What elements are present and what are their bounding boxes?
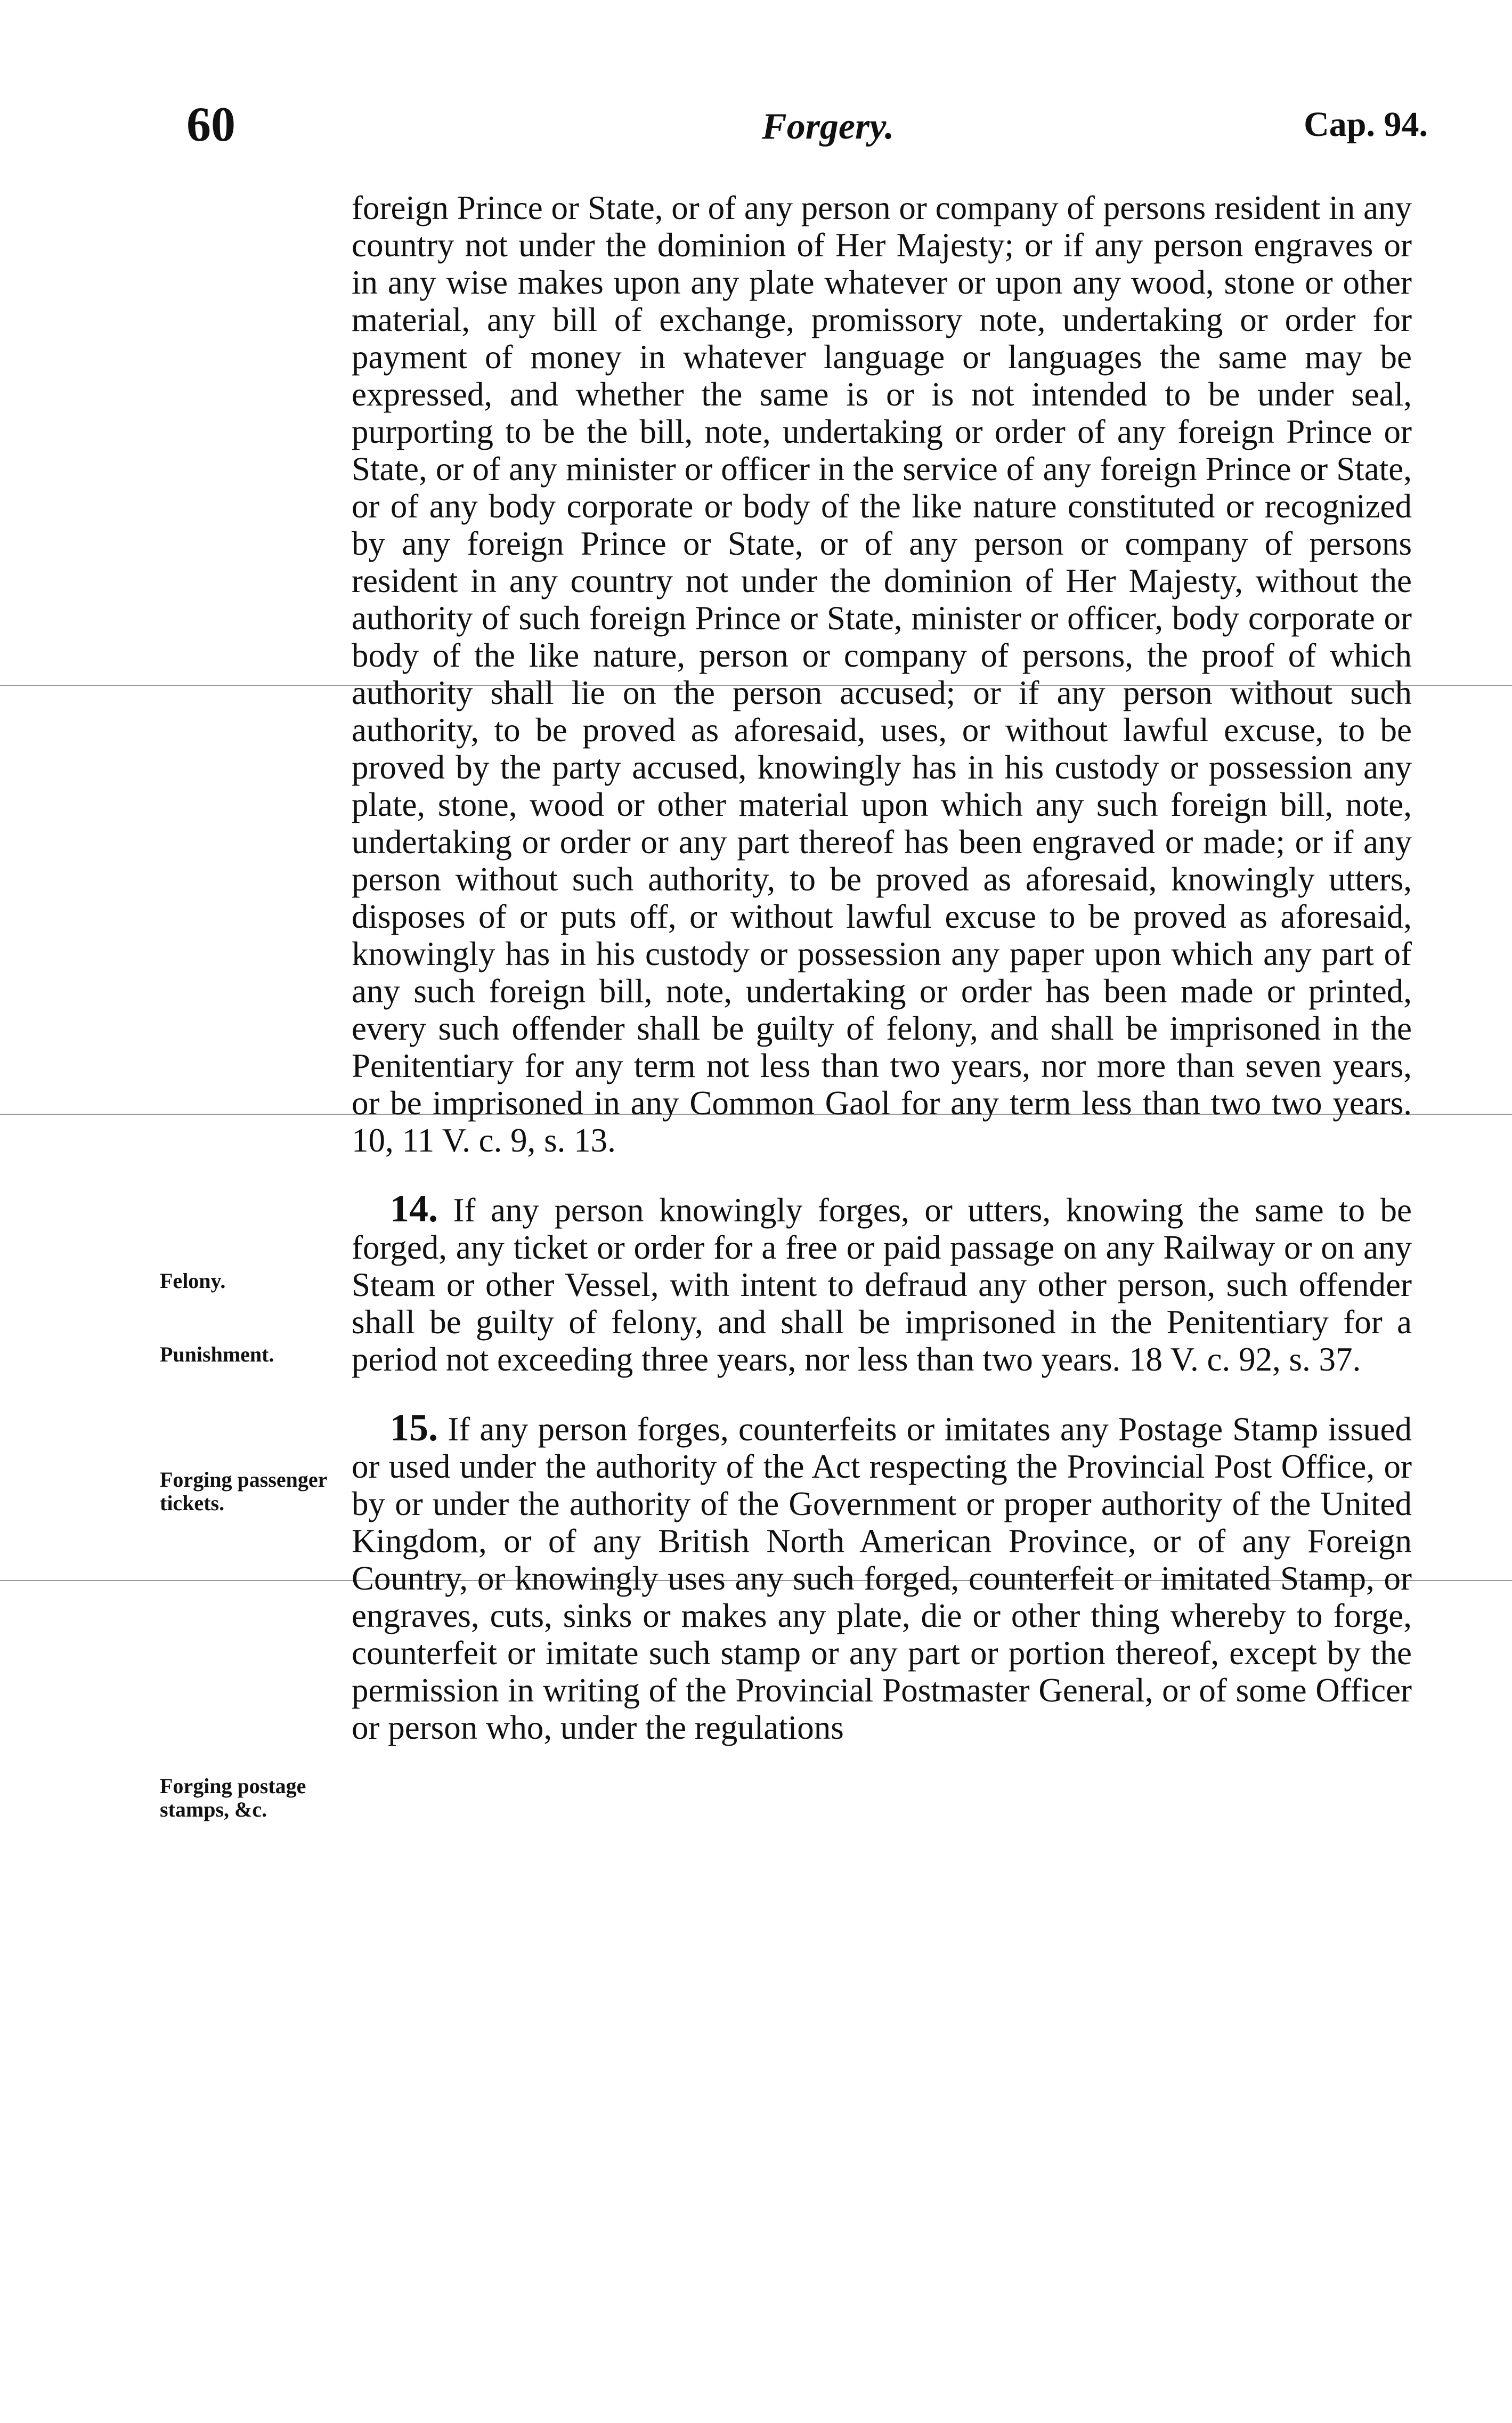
paragraph-text: If any person knowingly forges, or utters, knowing the same to be forged, any ticket or order for a free or paid passage on any Railway or on any Steam or other Vessel, with intent to defraud any other person, such offender shall be guilty of felony, and shall be imprisoned in the Penitentiary for a period not exceeding three years, nor less than two years. 18 V. c. 92, s. 37. [352, 1192, 1412, 1378]
section-number: 14. [390, 1187, 438, 1230]
paragraph-text: If any person forges, counterfeits or imitates any Postage Stamp issued or used under the authority of the Act respecting the Provincial Post Office, or by or under the authority of the Government or proper authority of the United Kingdom, or of any British North American Province, or of any Foreign Country, or knowingly uses any such forged, counterfeit or imitated Stamp, or engraves, cuts, sinks or makes any plate, die or other thing whereby to forge, counterfeit or imitate such stamp or any part or portion thereof, except by the permission in writing of the Provincial Postmaster General, or of some Officer or person who, under the regulations [352, 1411, 1412, 1746]
statute-text [352, 189, 1412, 1777]
margin-note-forging-postage-stamps: Forging postage stamps, &c. [160, 1774, 306, 1821]
page-header [186, 96, 1428, 155]
margin-note-forging-passenger-tickets: Forging passenger tickets. [160, 1468, 327, 1515]
paragraph [352, 189, 1412, 1159]
running-title: Forgery. [762, 106, 895, 147]
margin-note-punishment: Punishment. [160, 1342, 274, 1366]
paragraph [352, 1187, 1412, 1378]
page-number: 60 [186, 97, 235, 151]
paragraph-text: foreign Prince or State, or of any person or company of persons resident in any country not under the dominion of Her Majesty; or if any person engraves or in any wise makes upon any plate whatever or upon any wood, stone or other material, any bill of exchange, promissory note, undertaking or order for payment of money in whatever language or languages the same may be expressed, and whether the same is or is not intended to be under seal, purporting to be the bill, note, undertaking or order of any foreign Prince or State, or of any minister or officer in the service of any foreign Prince or State, or of any body corporate or body of the like nature constituted or recognized by any foreign Prince or State, or of any person or company of persons resident in any country not under the dominion of Her Majesty, without the authority of such foreign Prince or State, minister or officer, body corporate or body of the like nature, person or company of persons, the proof of which authority shall lie on the person accused; or if any person without such authority, to be proved as aforesaid, uses, or without lawful excuse, to be proved by the party accused, knowingly has in his custody or possession any plate, stone, wood or other material upon which any such foreign bill, note, undertaking or order or any part thereof has been engraved or made; or if any person without such authority, to be proved as aforesaid, knowingly utters, disposes of or puts off, or without lawful excuse to be proved as aforesaid, knowingly has in his custody or possession any paper upon which any part of any such foreign bill, note, undertaking or order has been made or printed, every such offender shall be guilty of felony, and shall be imprisoned in the Penitentiary for any term not less than two years, nor more than seven years, or be imprisoned in any Common Gaol for any term less than two two years. 10, 11 V. c. 9, s. 13. [352, 189, 1412, 1159]
margin-note-felony: Felony. [160, 1269, 226, 1293]
chapter-number: Cap. 94. [1304, 105, 1428, 144]
section-number: 15. [390, 1406, 438, 1449]
paragraph [352, 1406, 1412, 1746]
